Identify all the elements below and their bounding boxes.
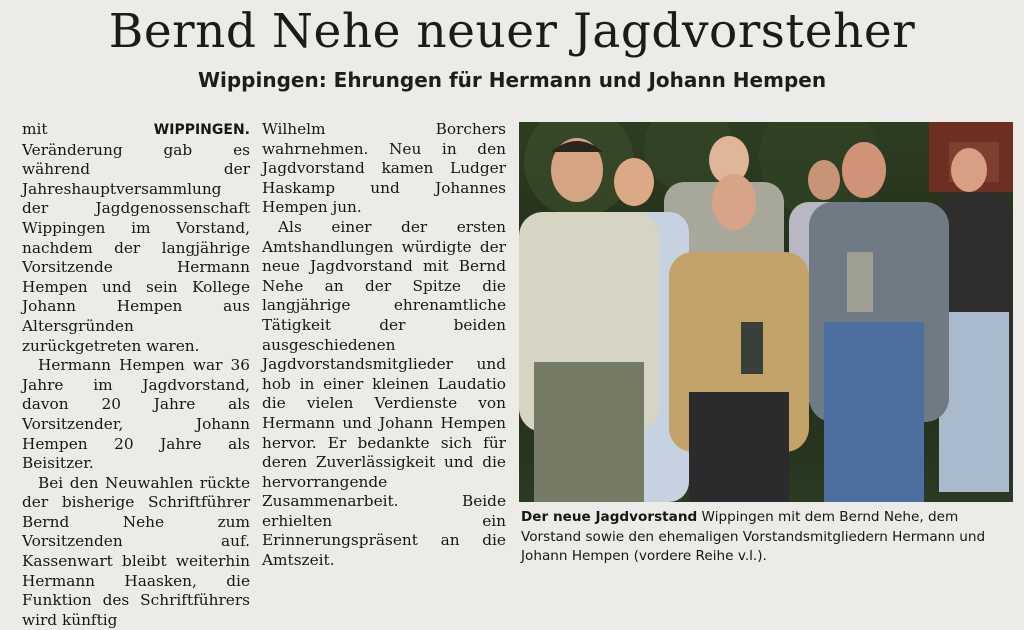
paragraph-5: Als einer der ersten Amtshandlungen würdigte der neue Jagdvorstand mit Bernd Nehe an der Spitze die langjährige ehrenamtliche Tätigkeit der beiden ausgeschiedenen Jagdvorstandsmitglieder und hob in einer kleinen Laudatio die vielen Verdienste von Hermann und Johann Hempen hervor. Er bedankte sich für deren Zuverlässigkeit und die hervorrangende Zusammenarbeit. Beide erhielten ein Erinnerungspräsent an die Amtszeit. bbox=[262, 217, 506, 570]
text-column-1 bbox=[22, 120, 250, 630]
headline: Bernd Nehe neuer Jagdvorsteher bbox=[108, 4, 916, 59]
paragraph-3: Bei den Neuwahlen rückte der bisherige Schriftführer Bernd Nehe zum Vorsitzenden auf. Kassenwart bleibt weiterhin Hermann Haasken, die Funktion des Schriftführers wird künftig bbox=[22, 473, 250, 629]
photo-caption bbox=[521, 508, 1013, 567]
text-column-2 bbox=[262, 120, 506, 571]
paragraph-1 bbox=[22, 120, 250, 356]
caption-lead: Der neue Jagdvorstand bbox=[521, 509, 698, 525]
dateline-prefix: mit bbox=[22, 120, 48, 138]
paragraph-4: Wilhelm Borchers wahrnehmen. Neu in den Jagdvorstand kamen Ludger Haskamp und Johannes Hempen jun. bbox=[262, 120, 506, 217]
group-photo-illustration bbox=[519, 122, 1013, 502]
paragraph-1-text: Veränderung gab es während der Jahreshauptversammlung der Jagdgenossenschaft Wippingen im Vorstand, nachdem der langjährige Vorsitzende Hermann Hempen und sein Kollege Johann Hempen aus Altersgründen zurückgetreten waren. bbox=[22, 140, 250, 355]
paragraph-2: Hermann Hempen war 36 Jahre im Jagdvorstand, davon 20 Jahre als Vorsitzender, Johann Hempen 20 Jahre als Beisitzer. bbox=[22, 356, 250, 473]
caption-text: Wippingen mit dem Bernd Nehe, dem Vorstand sowie den ehemaligen Vorstandsmitgliedern Hermann und Johann Hempen (vordere Reihe v.l.). bbox=[521, 509, 986, 564]
group-photo bbox=[519, 122, 1013, 502]
subheadline: Wippingen: Ehrungen für Hermann und Johann Hempen bbox=[197, 68, 827, 92]
dateline-city: WIPPINGEN. bbox=[153, 122, 250, 138]
